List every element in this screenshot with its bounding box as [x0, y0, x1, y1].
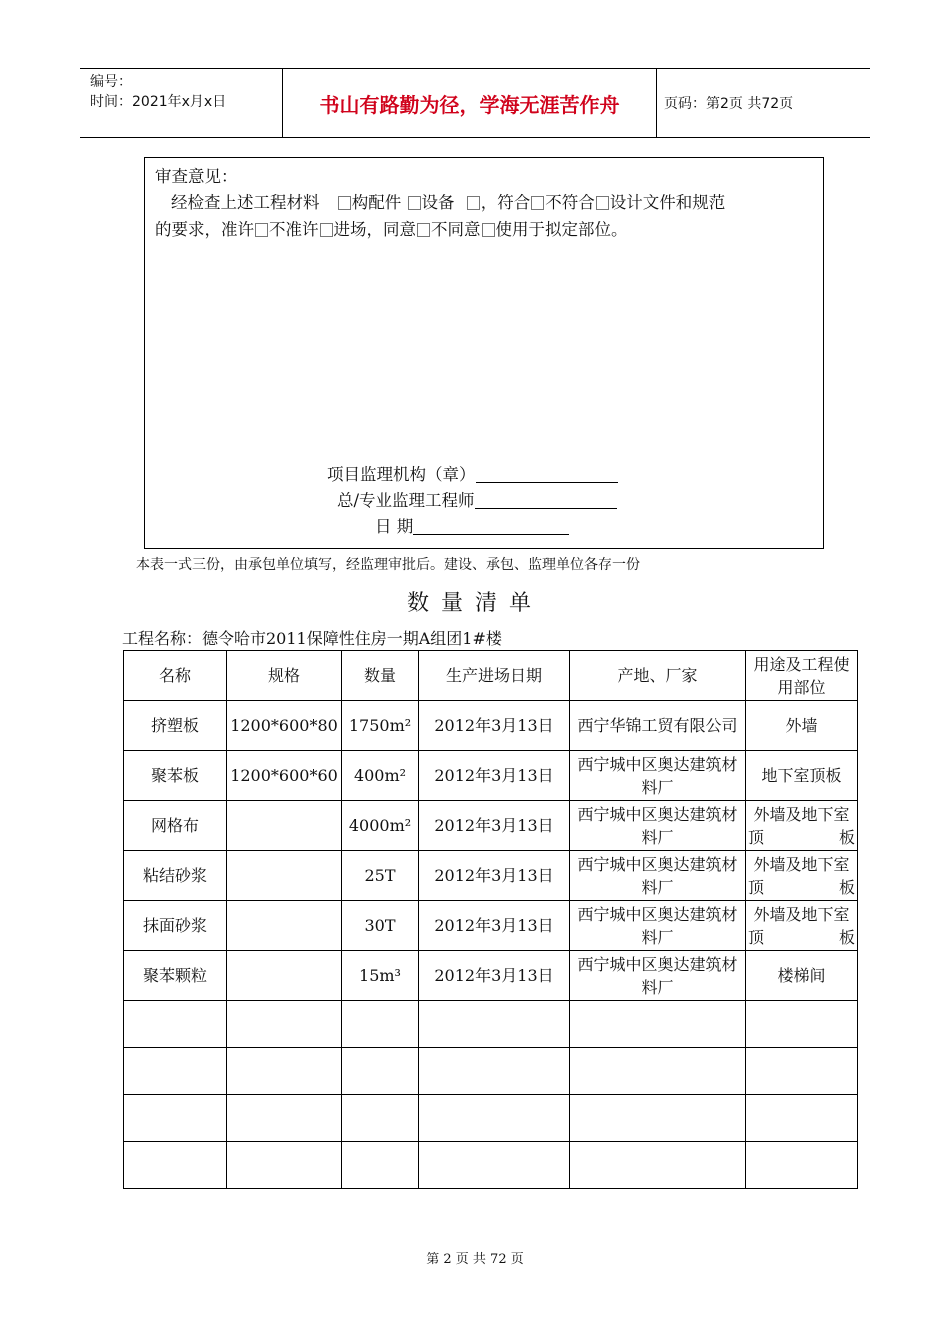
checkbox-not-conform[interactable] — [596, 196, 609, 210]
cell-name — [124, 1142, 227, 1189]
page-footer: 第 2 页 共 72 页 — [426, 1252, 524, 1267]
cell-usage: 地下室顶板 — [746, 751, 858, 801]
cell-manufacturer — [570, 1001, 746, 1048]
cell-name — [124, 1001, 227, 1048]
cell-spec: 1200*600*60 — [227, 751, 342, 801]
cell-spec: 1200*600*80 — [227, 701, 342, 751]
checkbox-deny[interactable] — [320, 223, 333, 237]
quantity-table-body — [124, 651, 858, 1189]
cell-manufacturer — [570, 1142, 746, 1189]
cell-date — [419, 1001, 570, 1048]
cell-date: 2012年3月13日 — [419, 701, 570, 751]
cell-date — [419, 1048, 570, 1095]
cell-usage: 楼梯间 — [746, 951, 858, 1001]
sign-date-line — [375, 513, 569, 537]
cell-name: 聚苯板 — [124, 751, 227, 801]
sign-org-line — [327, 461, 618, 485]
header-spec: 规格 — [227, 651, 342, 701]
cell-spec — [227, 851, 342, 901]
cell-usage: 外墙及地下室顶板 — [746, 901, 858, 951]
checkbox-component[interactable] — [338, 196, 351, 210]
review-text: 构配件 — [351, 193, 402, 212]
cell-manufacturer: 西宁城中区奥达建筑材料厂 — [570, 801, 746, 851]
review-text: 不符合 — [545, 193, 595, 212]
cell-date: 2012年3月13日 — [419, 851, 570, 901]
review-text: 经检查上述工程材料 — [171, 193, 320, 212]
table-row — [124, 801, 858, 851]
table-row — [124, 951, 858, 1001]
cell-manufacturer — [570, 1048, 746, 1095]
cell-name — [124, 1095, 227, 1142]
table-row — [124, 1001, 858, 1048]
time-label: 时间：2021年x月x日 — [90, 94, 227, 110]
form-footnote: 本表一式三份，由承包单位填写，经监理审批后。建设、承包、监理单位各存一份 — [136, 557, 640, 573]
table-row — [124, 1048, 858, 1095]
cell-spec — [227, 901, 342, 951]
cell-date — [419, 1142, 570, 1189]
cell-quantity: 400m² — [342, 751, 419, 801]
review-text: 不同意 — [431, 220, 481, 239]
cell-date: 2012年3月13日 — [419, 801, 570, 851]
checkbox-other[interactable] — [467, 196, 480, 210]
cell-manufacturer: 西宁城中区奥达建筑材料厂 — [570, 951, 746, 1001]
review-opinion-box — [144, 157, 824, 549]
table-row — [124, 1095, 858, 1142]
cell-usage — [746, 1095, 858, 1142]
cell-date: 2012年3月13日 — [419, 901, 570, 951]
cell-quantity — [342, 1095, 419, 1142]
header-divider — [656, 69, 657, 137]
header-manufacturer: 产地、厂家 — [570, 651, 746, 701]
review-text: 使用于拟定部位。 — [495, 220, 628, 239]
cell-name: 挤塑板 — [124, 701, 227, 751]
sign-date-field[interactable] — [413, 518, 569, 535]
cell-manufacturer: 西宁城中区奥达建筑材料厂 — [570, 851, 746, 901]
cell-spec — [227, 1048, 342, 1095]
cell-date — [419, 1095, 570, 1142]
review-line-2 — [155, 216, 628, 240]
cell-spec — [227, 801, 342, 851]
header-usage: 用途及工程使用部位 — [746, 651, 858, 701]
header-date: 生产进场日期 — [419, 651, 570, 701]
cell-manufacturer: 西宁华锦工贸有限公司 — [570, 701, 746, 751]
review-text: 不准许 — [269, 220, 319, 239]
sign-org-field[interactable] — [476, 466, 618, 483]
cell-manufacturer: 西宁城中区奥达建筑材料厂 — [570, 751, 746, 801]
sign-engineer-line — [337, 487, 617, 511]
page-header — [80, 68, 870, 138]
cell-usage: 外墙 — [746, 701, 858, 751]
review-text: 设备 — [421, 193, 455, 212]
cell-quantity: 1750m² — [342, 701, 419, 751]
cell-quantity: 4000m² — [342, 801, 419, 851]
cell-quantity: 15m³ — [342, 951, 419, 1001]
review-text: ，符合 — [480, 193, 531, 212]
cell-quantity: 30T — [342, 901, 419, 951]
cell-spec — [227, 951, 342, 1001]
cell-date: 2012年3月13日 — [419, 951, 570, 1001]
table-row — [124, 701, 858, 751]
page-indicator: 页码：第2页 共72页 — [664, 96, 794, 112]
cell-manufacturer: 西宁城中区奥达建筑材料厂 — [570, 901, 746, 951]
cell-manufacturer — [570, 1095, 746, 1142]
cell-name: 抹面砂浆 — [124, 901, 227, 951]
cell-name: 网格布 — [124, 801, 227, 851]
header-name: 名称 — [124, 651, 227, 701]
table-row — [124, 1142, 858, 1189]
cell-quantity: 25T — [342, 851, 419, 901]
quantity-table — [123, 650, 858, 1189]
review-title: 审查意见： — [155, 167, 238, 186]
review-text: 设计文件和规范 — [609, 193, 726, 212]
checkbox-agree[interactable] — [417, 223, 430, 237]
cell-quantity — [342, 1048, 419, 1095]
header-quantity: 数量 — [342, 651, 419, 701]
cell-usage — [746, 1048, 858, 1095]
cell-name — [124, 1048, 227, 1095]
review-text: 的要求，准许 — [155, 220, 254, 239]
cell-usage: 外墙及地下室顶板 — [746, 801, 858, 851]
checkbox-equipment[interactable] — [408, 196, 421, 210]
table-row — [124, 851, 858, 901]
cell-spec — [227, 1095, 342, 1142]
cell-date: 2012年3月13日 — [419, 751, 570, 801]
header-meta — [90, 72, 226, 112]
cell-spec — [227, 1001, 342, 1048]
table-row — [124, 901, 858, 951]
checkbox-conform[interactable] — [531, 196, 544, 210]
sign-engineer-field[interactable] — [475, 492, 617, 509]
number-label: 编号： — [90, 74, 132, 90]
cell-usage: 外墙及地下室顶板 — [746, 851, 858, 901]
table-header-row — [124, 651, 858, 701]
cell-usage — [746, 1142, 858, 1189]
cell-quantity — [342, 1142, 419, 1189]
review-line-1 — [171, 189, 725, 213]
cell-name: 聚苯颗粒 — [124, 951, 227, 1001]
checkbox-permit[interactable] — [255, 223, 268, 237]
checkbox-disagree[interactable] — [482, 223, 495, 237]
cell-quantity — [342, 1001, 419, 1048]
review-text: 进场，同意 — [333, 220, 416, 239]
project-name: 工程名称：德令哈市2011保障性住房一期A组团1#楼 — [122, 629, 502, 648]
cell-spec — [227, 1142, 342, 1189]
cell-name: 粘结砂浆 — [124, 851, 227, 901]
cell-usage — [746, 1001, 858, 1048]
table-row — [124, 751, 858, 801]
header-motto: 书山有路勤为径，学海无涯苦作舟 — [319, 92, 620, 117]
sign-date-label: 日 期 — [375, 517, 414, 536]
sign-engineer-label: 总/专业监理工程师 — [337, 491, 475, 510]
list-title: 数量清单 — [406, 591, 543, 616]
sign-org-label: 项目监理机构（章） — [327, 465, 476, 484]
